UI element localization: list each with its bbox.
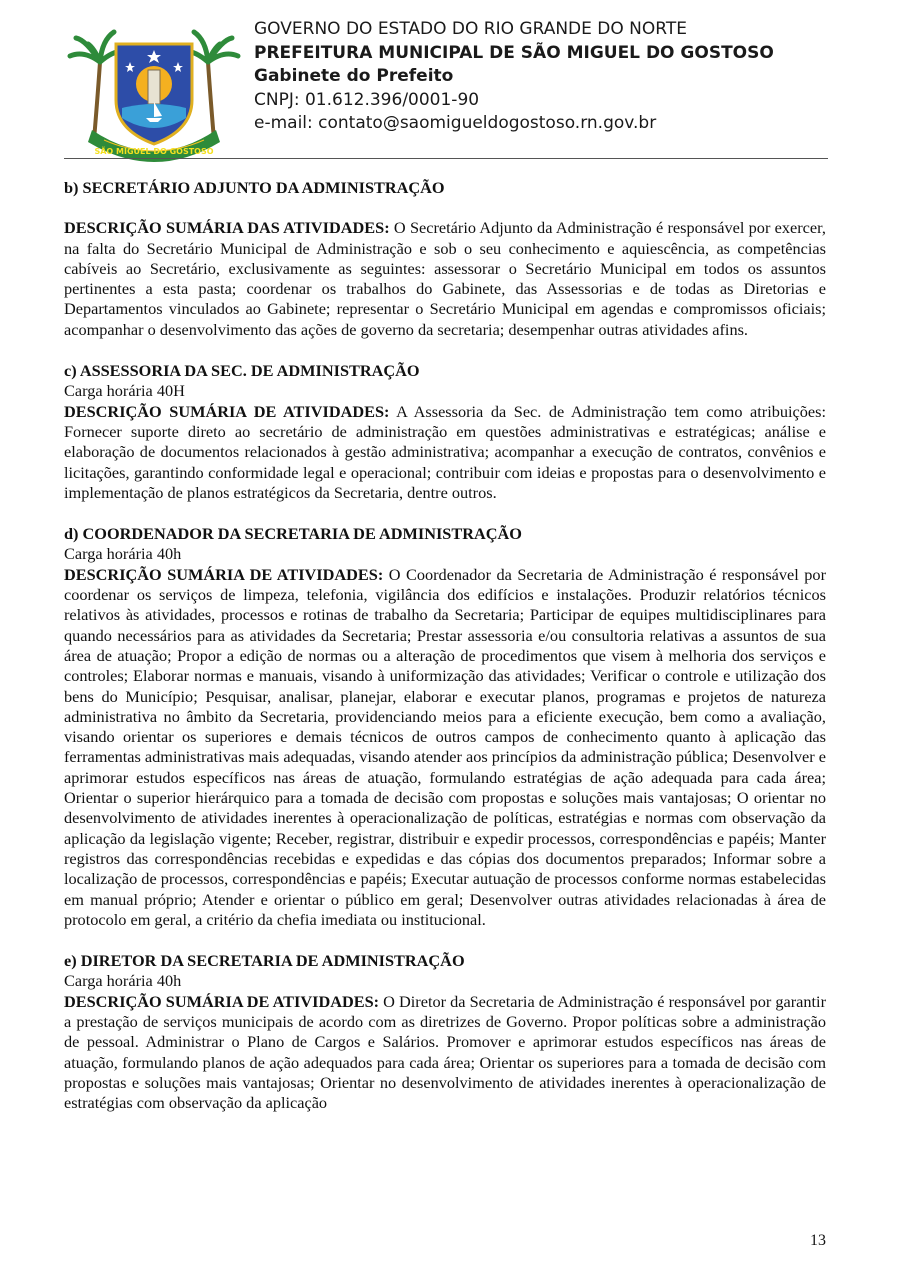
section-e xyxy=(64,951,826,1113)
cnpj-line: CNPJ: 01.612.396/0001-90 xyxy=(254,89,480,110)
section-description xyxy=(64,992,826,1114)
section-description xyxy=(64,402,826,503)
municipal-coat-of-arms-logo xyxy=(64,22,244,162)
workload-hours: Carga horária 40H xyxy=(64,381,185,401)
section-description xyxy=(64,218,826,340)
letterhead xyxy=(64,14,828,160)
office-name: Gabinete do Prefeito xyxy=(254,66,454,86)
section-b xyxy=(64,178,826,340)
description-text: O Diretor da Secretaria de Administração é responsável por garantir a prestação de serviços municipais de acordo com as diretrizes de Governo. Propor políticas sobre a administração de pessoal. Administrar o Plano de Cargos e Salários. Promover e aprimorar estudos específicos nas áreas de atuação, formulando planos de ação adequados para cada área; Orientar os superiores para a tomada de decisão com propostas e soluções mais vantajosas; Orientar no desenvolvimento de atividades inerentes à operacionalização de estratégias com observação da aplicação xyxy=(64,991,826,1113)
description-text: A Assessoria da Sec. de Administração tem como atribuições: Fornecer suporte direto ao secretário de administração em questões administrativas e estratégicas; análise e elaboração de documentos relacionados à gestão administrativa; acompanhar a execução de contratos, convênios e licitações, garantindo conformidade legal e operacional; contribuir com ideias e propostas para o desenvolvimento e implementação de planos estratégicos da Secretaria, dentre outros. xyxy=(64,401,826,502)
municipality-name: PREFEITURA MUNICIPAL DE SÃO MIGUEL DO GOSTOSO xyxy=(254,42,774,63)
logo-ribbon-text: SÃO MIGUEL DO GOSTOSO xyxy=(94,147,214,156)
description-text: O Coordenador da Secretaria de Administração é responsável por coordenar os serviços de limpeza, telefonia, vigilância dos edifícios e instalações. Produzir relatórios técnicos relativos às atividades, processos e rotinas de trabalho da Secretaria; Participar de equipes multidisciplinares para quando necessários para as atividades da Secretaria; Prestar assessoria e/ou consultoria relativas a assuntos de sua área de atuação; Propor a edição de normas ou a alteração de procedimentos que visem à melhoria dos serviços e controles; Elaborar normas e manuais, visando à uniformização das atividades; Verificar o controle e utilização dos bens do Município; Pesquisar, analisar, planejar, elaborar e executar planos, programas e projetos de natureza administrativa no âmbito da Secretaria, providenciando meios para a eficiente execução, bem como a avaliação, visando orientar os superiores e demais técnicos de outros campos de conhecimento quanto à aplicação das ferramentas administrativas mais adequadas, visando atender aos princípios da administração pública; Desenvolver e aprimorar estudos específicos nas áreas de atuação, formulando estratégias de ação adequada para cada área; Orientar o superior hierárquico para a tomada de decisão com propostas e soluções mais vantajosas; O orientar no desenvolvimento de atividades inerentes à operacionalização de políticas, estratégias e normas com observação da aplicação da legislação vigente; Receber, registrar, distribuir e expedir processos, correspondências e papéis; Manter registros das correspondências recebidas e expedidas e das cópias dos documentos preparados; Informar sobre a localização de processos, correspondências e papéis; Executar autuação de processos conforme normas estabelecidas em manual próprio; Atender e orientar o público em geral; Desenvolver outras atividades relacionadas à área de protocolo em geral, a critério da chefia imediata ou institucional. xyxy=(64,564,826,929)
description-label: DESCRIÇÃO SUMÁRIA DE ATIVIDADES: xyxy=(64,564,384,584)
section-heading: e) DIRETOR DA SECRETARIA DE ADMINISTRAÇÃO xyxy=(64,951,465,971)
header-divider xyxy=(64,158,828,159)
email-line: e-mail: contato@saomigueldogostoso.rn.gov.br xyxy=(254,113,657,133)
description-label: DESCRIÇÃO SUMÁRIA DE ATIVIDADES: xyxy=(64,401,390,421)
letterhead-text xyxy=(254,18,774,136)
workload-hours: Carga horária 40h xyxy=(64,971,182,991)
description-label: DESCRIÇÃO SUMÁRIA DAS ATIVIDADES: xyxy=(64,218,390,238)
state-government-line: GOVERNO DO ESTADO DO RIO GRANDE DO NORTE xyxy=(254,19,687,39)
description-label: DESCRIÇÃO SUMÁRIA DE ATIVIDADES: xyxy=(64,991,380,1011)
description-text: O Secretário Adjunto da Administração é responsável por exercer, na falta do Secretário Municipal de Administração e sob o seu conhecimento e aquiescência, as competências cabíveis ao Secretário, exclusivamente as seguintes: assessorar o Secretário Municipal em todos os assuntos pertinentes a esta pasta; coordenar os trabalhos do Gabinete, das Assessorias e de todas as Diretorias e Departamentos vinculados ao Gabinete; representar o Secretário Municipal em agendas e compromissos oficiais; acompanhar o desenvolvimento das ações de governo da secretaria; desempenhar outras atividades afins. xyxy=(64,218,826,339)
section-heading: c) ASSESSORIA DA SEC. DE ADMINISTRAÇÃO xyxy=(64,361,420,381)
workload-hours: Carga horária 40h xyxy=(64,544,182,564)
document-body xyxy=(64,178,826,1134)
section-heading: b) SECRETÁRIO ADJUNTO DA ADMINISTRAÇÃO xyxy=(64,178,445,197)
section-description xyxy=(64,565,826,930)
page-number: 13 xyxy=(810,1232,826,1249)
section-d xyxy=(64,524,826,930)
section-c xyxy=(64,361,826,503)
section-heading: d) COORDENADOR DA SECRETARIA DE ADMINISTRAÇÃO xyxy=(64,524,522,544)
